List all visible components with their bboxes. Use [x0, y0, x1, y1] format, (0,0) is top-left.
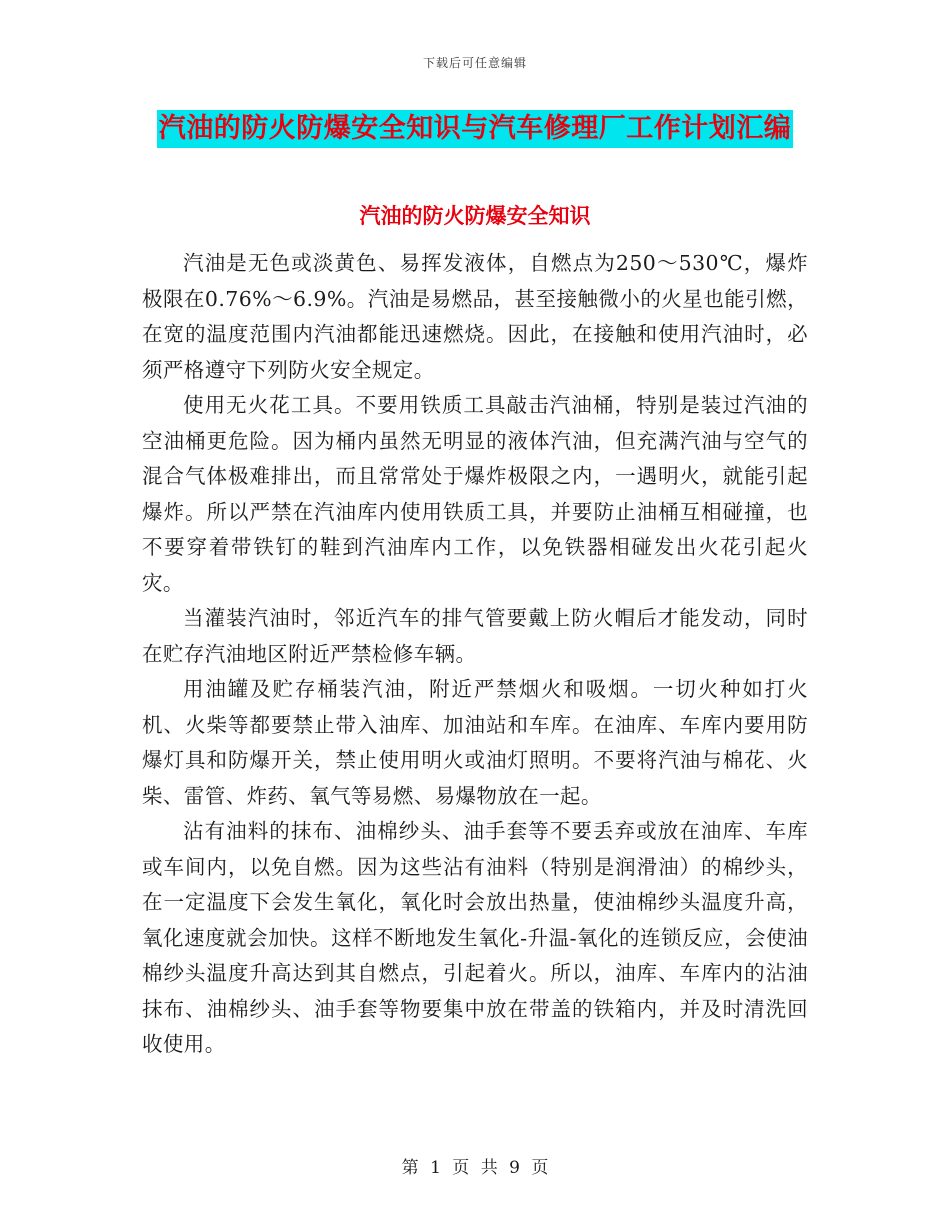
paragraph: 当灌装汽油时，邻近汽车的排气管要戴上防火帽后才能发动，同时在贮存汽油地区附近严禁检修车辆。 — [142, 606, 808, 666]
paragraph: 使用无火花工具。不要用铁质工具敲击汽油桶，特别是装过汽油的空油桶更危险。因为桶内虽然无明显的液体汽油，但充满汽油与空气的混合气体极难排出，而且常常处于爆炸极限之内，一遇明火，就能引起爆炸。所以严禁在汽油库内使用铁质工具，并要防止油桶互相碰撞，也不要穿着带铁钉的鞋到汽油库内工作，以免铁器相碰发出火花引起火灾。 — [142, 393, 808, 595]
section-heading: 汽油的防火防爆安全知识 — [359, 204, 591, 228]
page-header-note: 下载后可任意编辑 — [422, 56, 527, 70]
document-title: 汽油的防火防爆安全知识与汽车修理厂工作计划汇编 — [157, 110, 794, 148]
document-title-container — [0, 110, 950, 148]
paragraph: 沾有油料的抹布、油棉纱头、油手套等不要丢弃或放在油库、车库或车间内，以免自燃。因为这些沾有油料（特别是润滑油）的棉纱头，在一定温度下会发生氧化，氧化时会放出热量，使油棉纱头温度升高，氧化速度就会加快。这样不断地发生氧化-升温-氧化的连锁反应，会使油棉纱头温度升高达到其自燃点，引起着火。所以，油库、车库内的沾油抹布、油棉纱头、油手套等物要集中放在带盖的铁箱内，并及时清洗回收使用。 — [142, 819, 808, 1056]
paragraph: 汽油是无色或淡黄色、易挥发液体，自燃点为250～530℃，爆炸极限在0.76%～6.9%。汽油是易燃品，甚至接触微小的火星也能引燃，在宽的温度范围内汽油都能迅速燃烧。因此，在接触和使用汽油时，必须严格遵守下列防火安全规定。 — [142, 251, 808, 382]
document-body — [142, 246, 808, 1063]
paragraph: 用油罐及贮存桶装汽油，附近严禁烟火和吸烟。一切火种如打火机、火柴等都要禁止带入油库、加油站和车库。在油库、车库内要用防爆灯具和防爆开关，禁止使用明火或油灯照明。不要将汽油与棉花、火柴、雷管、炸药、氧气等易燃、易爆物放在一起。 — [142, 677, 808, 808]
page-number-footer: 第 1 页 共 9 页 — [401, 1158, 549, 1178]
